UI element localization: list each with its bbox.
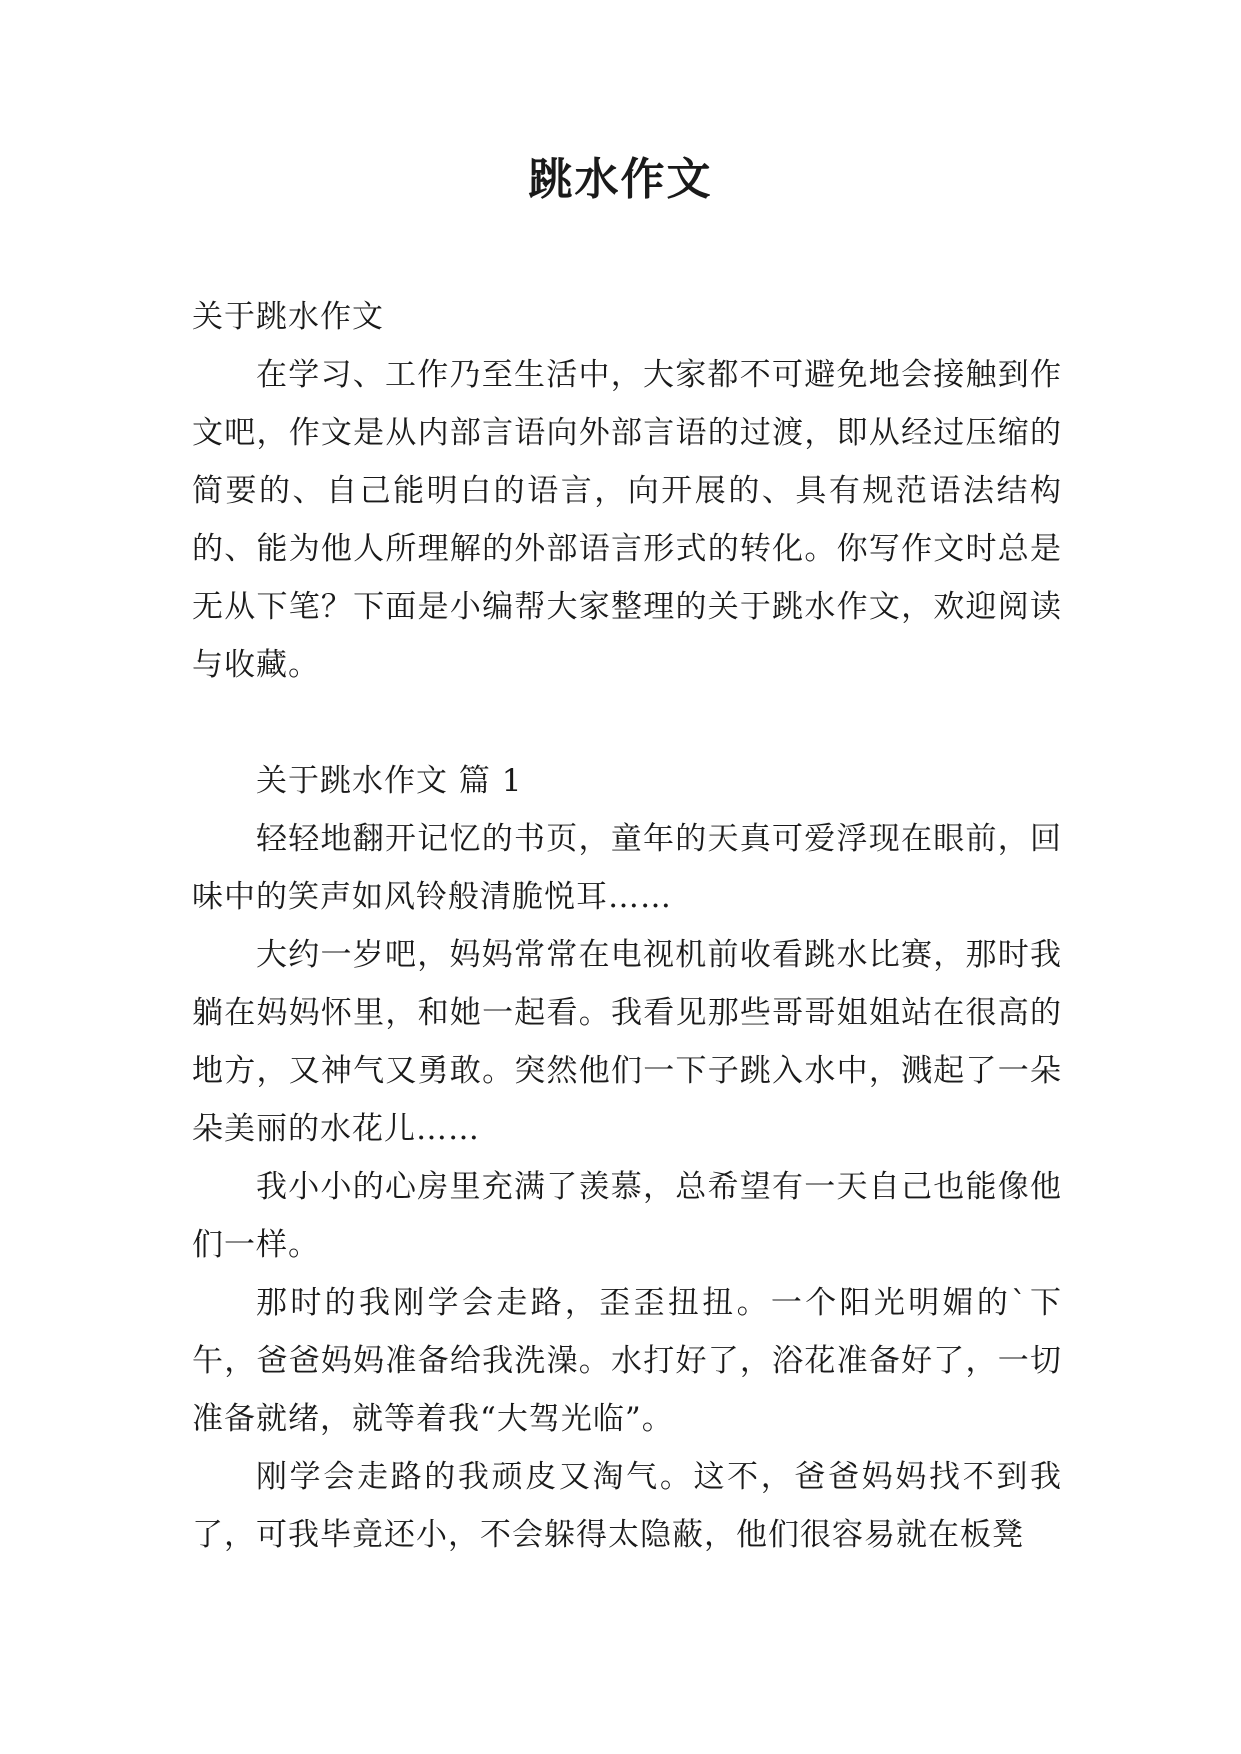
paragraph-gap xyxy=(192,694,1062,752)
document-subtitle: 关于跳水作文 xyxy=(192,299,384,335)
body-paragraph: 我小小的心房里充满了羡慕，总希望有一天自己也能像他们一样。 xyxy=(192,1169,1062,1263)
document-body xyxy=(192,288,1062,1564)
body-paragraph: 大约一岁吧，妈妈常常在电视机前收看跳水比赛，那时我躺在妈妈怀里，和她一起看。我看见那些哥哥姐姐站在很高的地方，又神气又勇敢。突然他们一下子跳入水中，溅起了一朵朵美丽的水花儿…… xyxy=(192,937,1062,1147)
body-paragraph: 刚学会走路的我顽皮又淘气。这不，爸爸妈妈找不到我了，可我毕竟还小，不会躲得太隐蔽，他们很容易就在板凳 xyxy=(192,1459,1062,1553)
document-title: 跳水作文 xyxy=(528,154,713,205)
body-paragraph: 那时的我刚学会走路，歪歪扭扭。一个阳光明媚的`下午，爸爸妈妈准备给我洗澡。水打好了，浴花准备好了，一切准备就绪，就等着我“大驾光临”。 xyxy=(192,1285,1062,1437)
body-paragraph: 轻轻地翻开记忆的书页，童年的天真可爱浮现在眼前，回味中的笑声如风铃般清脆悦耳…… xyxy=(192,821,1062,915)
section-heading: 关于跳水作文 篇 1 xyxy=(256,763,523,799)
intro-paragraph: 在学习、工作乃至生活中，大家都不可避免地会接触到作文吧，作文是从内部言语向外部言语的过渡，即从经过压缩的简要的、自己能明白的语言，向开展的、具有规范语法结构的、能为他人所理解的外部语言形式的转化。你写作文时总是无从下笔？下面是小编帮大家整理的关于跳水作文，欢迎阅读与收藏。 xyxy=(192,357,1062,683)
